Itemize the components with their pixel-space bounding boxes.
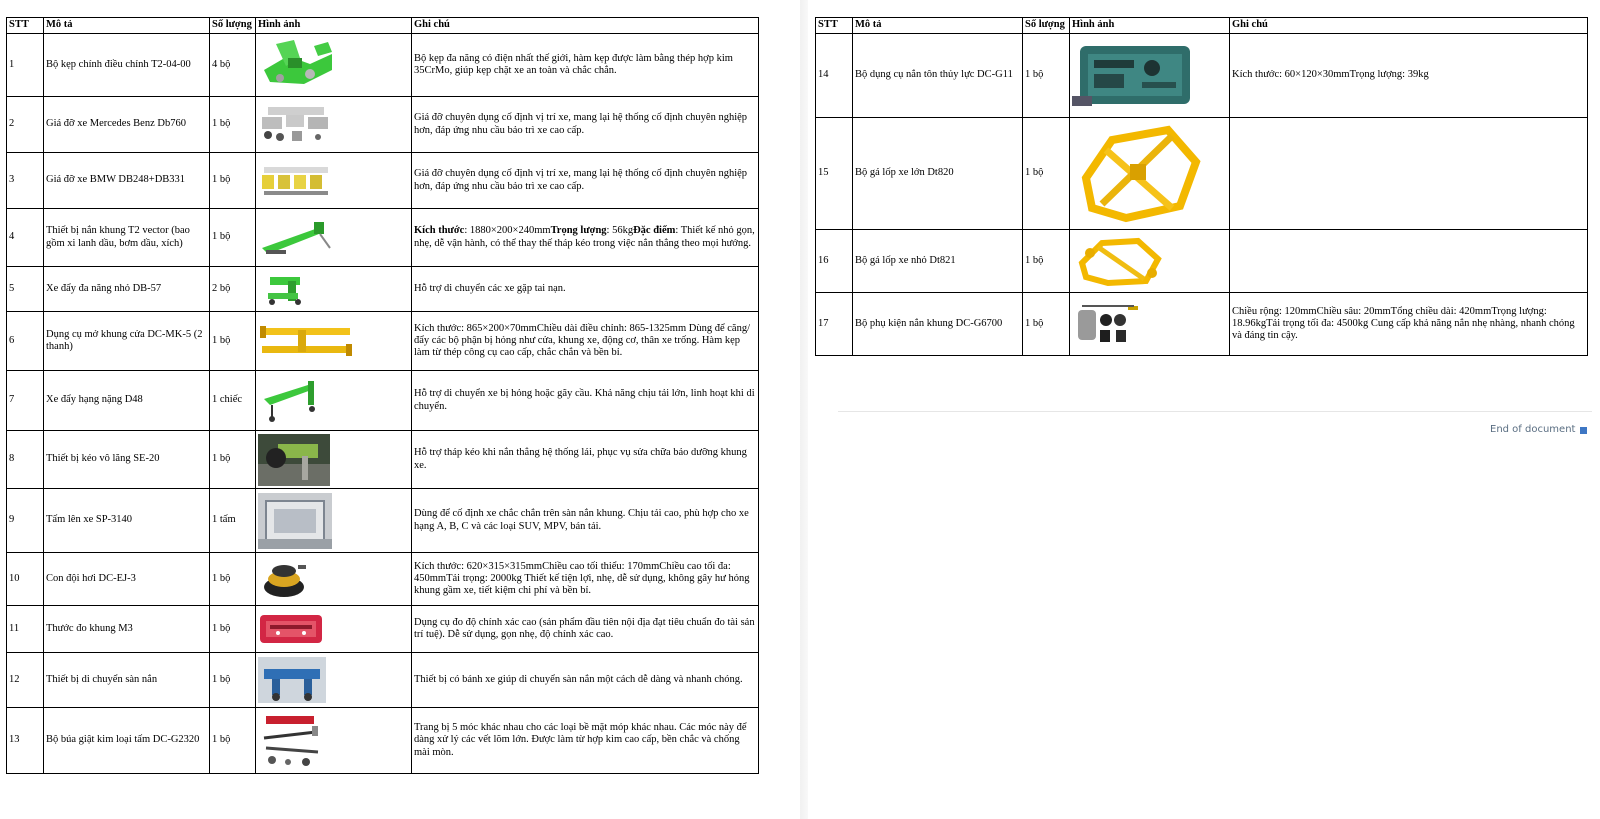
cell-mota: Thước đo khung M3 <box>44 606 210 653</box>
table-row <box>816 230 1588 293</box>
cell-stt: 8 <box>7 431 44 489</box>
cell-stt: 17 <box>816 293 853 356</box>
red-case-image <box>258 611 324 647</box>
slide-hammer-set-image <box>258 712 324 770</box>
cell-mota: Xe đẩy hạng nặng D48 <box>44 371 210 431</box>
table-row <box>816 34 1588 118</box>
cell-ghichu <box>1230 118 1588 230</box>
end-marker-icon <box>1580 427 1587 434</box>
equipment-table-left <box>6 17 759 774</box>
table-row <box>816 118 1588 230</box>
cell-soluong: 1 bộ <box>210 153 256 209</box>
cell-stt: 16 <box>816 230 853 293</box>
cell-ghichu: Giá đỡ chuyên dụng cố định vị trí xe, mang lại hệ thống cố định chuyên nghiệp hơn, đáp ứng nhu cầu bảo trì xe cao cấp. <box>412 97 759 153</box>
header-ghichu: Ghi chú <box>412 18 759 34</box>
green-clamp-image <box>258 36 338 94</box>
cell-soluong: 1 bộ <box>210 312 256 371</box>
yellow-bars-image <box>258 320 354 362</box>
cell-ghichu: Dùng để cố định xe chắc chắn trên sàn nắn khung. Chịu tải cao, phù hợp cho xe hạng A, B, C và các loại SUV, MPV, bán tải. <box>412 489 759 553</box>
equipment-table-right <box>815 17 1588 356</box>
cell-stt: 15 <box>816 118 853 230</box>
table-row <box>7 267 759 312</box>
header-hinhanh: Hình ảnh <box>1070 18 1230 34</box>
yellow-large-frame-image <box>1072 122 1206 226</box>
green-cart-image <box>258 377 328 425</box>
cell-mota: Tấm lên xe SP-3140 <box>44 489 210 553</box>
cell-stt: 11 <box>7 606 44 653</box>
cell-mota: Bộ gá lốp xe lớn Dt820 <box>853 118 1023 230</box>
cell-ghichu: Thiết bị có bánh xe giúp di chuyển sàn nắn một cách dễ dàng và nhanh chóng. <box>412 653 759 708</box>
yellow-brackets-image <box>258 161 334 201</box>
end-divider <box>838 411 1592 412</box>
table-row <box>7 34 759 97</box>
cell-stt: 1 <box>7 34 44 97</box>
accessory-kit-image <box>1072 300 1142 348</box>
cell-mota: Thiết bị nắn khung T2 vector (bao gồm xi lanh dầu, bơm dầu, xích) <box>44 209 210 267</box>
table-row <box>816 293 1588 356</box>
yellow-small-frame-image <box>1072 233 1168 289</box>
cell-stt: 2 <box>7 97 44 153</box>
header-soluong: Số lượng <box>210 18 256 34</box>
cell-ghichu: Kích thước: 620×315×315mmChiều cao tối thiểu: 170mmChiều cao tối đa: 450mmTải trọng: 2000kg Thiết kế tiện lợi, nhẹ, dễ sử dụng, không gây hư hỏng khung gầm xe, tiết kiệm chi phí và bền bỉ. <box>412 553 759 606</box>
cell-mota: Giá đỡ xe BMW DB248+DB331 <box>44 153 210 209</box>
cell-mota: Bộ dụng cụ nắn tôn thủy lực DC-G11 <box>853 34 1023 118</box>
table-row <box>7 606 759 653</box>
header-mota: Mô tả <box>853 18 1023 34</box>
cell-stt: 6 <box>7 312 44 371</box>
cell-soluong: 1 bộ <box>210 431 256 489</box>
cell-soluong: 1 bộ <box>1023 34 1070 118</box>
table-row <box>7 371 759 431</box>
end-of-document-label: End of document <box>1490 424 1576 435</box>
cell-soluong: 1 bộ <box>210 209 256 267</box>
cell-soluong: 1 bộ <box>1023 118 1070 230</box>
cell-ghichu: Kích thước: 60×120×30mmTrọng lượng: 39kg <box>1230 34 1588 118</box>
gray-brackets-image <box>258 103 334 147</box>
cell-soluong: 4 bộ <box>210 34 256 97</box>
cell-mota: Bộ phụ kiện nắn khung DC-G6700 <box>853 293 1023 356</box>
table-row <box>7 553 759 606</box>
cell-soluong: 2 bộ <box>210 267 256 312</box>
cell-stt: 9 <box>7 489 44 553</box>
cell-stt: 7 <box>7 371 44 431</box>
cell-ghichu: Hỗ trợ di chuyển các xe gặp tai nạn. <box>412 267 759 312</box>
steering-puller-photo <box>258 434 330 486</box>
cell-ghichu: Bộ kẹp đa năng có điện nhất thế giới, hàm kẹp được làm bằng thép hợp kim 35CrMo, giúp kẹp chặt xe an toàn và chắc chắn. <box>412 34 759 97</box>
cell-ghichu: Kích thước: 865×200×70mmChiều dài điều chỉnh: 865-1325mm Dùng để căng/đẩy các bộ phận bị hỏng như cửa, khung xe, động cơ, thân xe trống. Hàm kẹp làm từ thép công cụ cao cấp, chắc chắn và bền bỉ. <box>412 312 759 371</box>
teal-case-image <box>1072 40 1196 112</box>
green-dolly-image <box>258 271 318 307</box>
cell-mota: Dụng cụ mở khung cửa DC-MK-5 (2 thanh) <box>44 312 210 371</box>
cell-mota: Xe đẩy đa năng nhỏ DB-57 <box>44 267 210 312</box>
cell-stt: 10 <box>7 553 44 606</box>
loading-platform-photo <box>258 493 332 549</box>
cell-soluong: 1 bộ <box>210 653 256 708</box>
table-row <box>7 312 759 371</box>
cell-soluong: 1 tấm <box>210 489 256 553</box>
cell-ghichu: Trang bị 5 móc khác nhau cho các loại bề mặt móp khác nhau. Các móc này để dàng xử lý các vết lõm lớn. Được làm từ hợp kim cao cấp, bền chắc và chống mài mòn. <box>412 708 759 774</box>
cell-stt: 4 <box>7 209 44 267</box>
cell-ghichu <box>1230 230 1588 293</box>
header-ghichu: Ghi chú <box>1230 18 1588 34</box>
air-jack-image <box>258 557 310 601</box>
header-stt: STT <box>7 18 44 34</box>
cell-stt: 12 <box>7 653 44 708</box>
cell-ghichu: Giá đỡ chuyên dụng cố định vị trí xe, mang lại hệ thống cố định chuyên nghiệp hơn, đáp ứng nhu cầu bảo trì xe cao cấp. <box>412 153 759 209</box>
table-row <box>7 489 759 553</box>
table-row <box>7 209 759 267</box>
table-row <box>7 653 759 708</box>
cell-ghichu: Hỗ trợ di chuyển xe bị hỏng hoặc gãy cầu. Khả năng chịu tải lớn, linh hoạt khi di chuyển. <box>412 371 759 431</box>
cell-soluong: 1 bộ <box>1023 293 1070 356</box>
cell-mota: Giá đỡ xe Mercedes Benz Db760 <box>44 97 210 153</box>
cell-ghichu: Chiều rộng: 120mmChiều sâu: 20mmTổng chiều dài: 420mmTrọng lượng: 18.96kgTải trọng tối đa: 4500kg Cung cấp khả năng nắn nhẹ nhàng, nhanh chóng và đáng tin cậy. <box>1230 293 1588 356</box>
cell-stt: 14 <box>816 34 853 118</box>
header-mota: Mô tả <box>44 18 210 34</box>
table-row <box>7 431 759 489</box>
floor-mover-photo <box>258 657 326 703</box>
green-arm-image <box>258 218 334 258</box>
cell-soluong: 1 bộ <box>210 708 256 774</box>
cell-stt: 13 <box>7 708 44 774</box>
cell-soluong: 1 bộ <box>1023 230 1070 293</box>
table-header-row <box>816 18 1588 34</box>
table-row <box>7 153 759 209</box>
cell-mota: Bộ kẹp chính điều chỉnh T2-04-00 <box>44 34 210 97</box>
page-gutter <box>800 0 808 819</box>
cell-soluong: 1 chiếc <box>210 371 256 431</box>
cell-ghichu: Hỗ trợ tháp kéo khi nắn thẳng hệ thống lái, phục vụ sửa chữa bảo dưỡng khung xe. <box>412 431 759 489</box>
cell-mota: Bộ búa giật kim loại tấm DC-G2320 <box>44 708 210 774</box>
cell-soluong: 1 bộ <box>210 553 256 606</box>
cell-stt: 3 <box>7 153 44 209</box>
header-stt: STT <box>816 18 853 34</box>
cell-mota: Thiết bị kéo vô lăng SE-20 <box>44 431 210 489</box>
header-hinhanh: Hình ảnh <box>256 18 412 34</box>
cell-soluong: 1 bộ <box>210 606 256 653</box>
cell-ghichu: Dụng cụ đo độ chính xác cao (sản phẩm đầu tiên nội địa đạt tiêu chuẩn đo tài sản trí tuệ). Dễ sử dụng, gọn nhẹ, độ chính xác cao. <box>412 606 759 653</box>
cell-mota: Bộ gá lốp xe nhỏ Dt821 <box>853 230 1023 293</box>
cell-stt: 5 <box>7 267 44 312</box>
cell-ghichu: Kích thước: 1880×200×240mmTrọng lượng: 56kgĐặc điểm: Thiết kế nhỏ gọn, nhẹ, dễ vận hành, có thể thay thế tháp kéo trong việc nắn thẳng theo mọi hướng. <box>412 209 759 267</box>
table-row <box>7 97 759 153</box>
header-soluong: Số lượng <box>1023 18 1070 34</box>
cell-mota: Thiết bị di chuyển sàn nắn <box>44 653 210 708</box>
table-row <box>7 708 759 774</box>
cell-soluong: 1 bộ <box>210 97 256 153</box>
cell-mota: Con đội hơi DC-EJ-3 <box>44 553 210 606</box>
table-header-row <box>7 18 759 34</box>
